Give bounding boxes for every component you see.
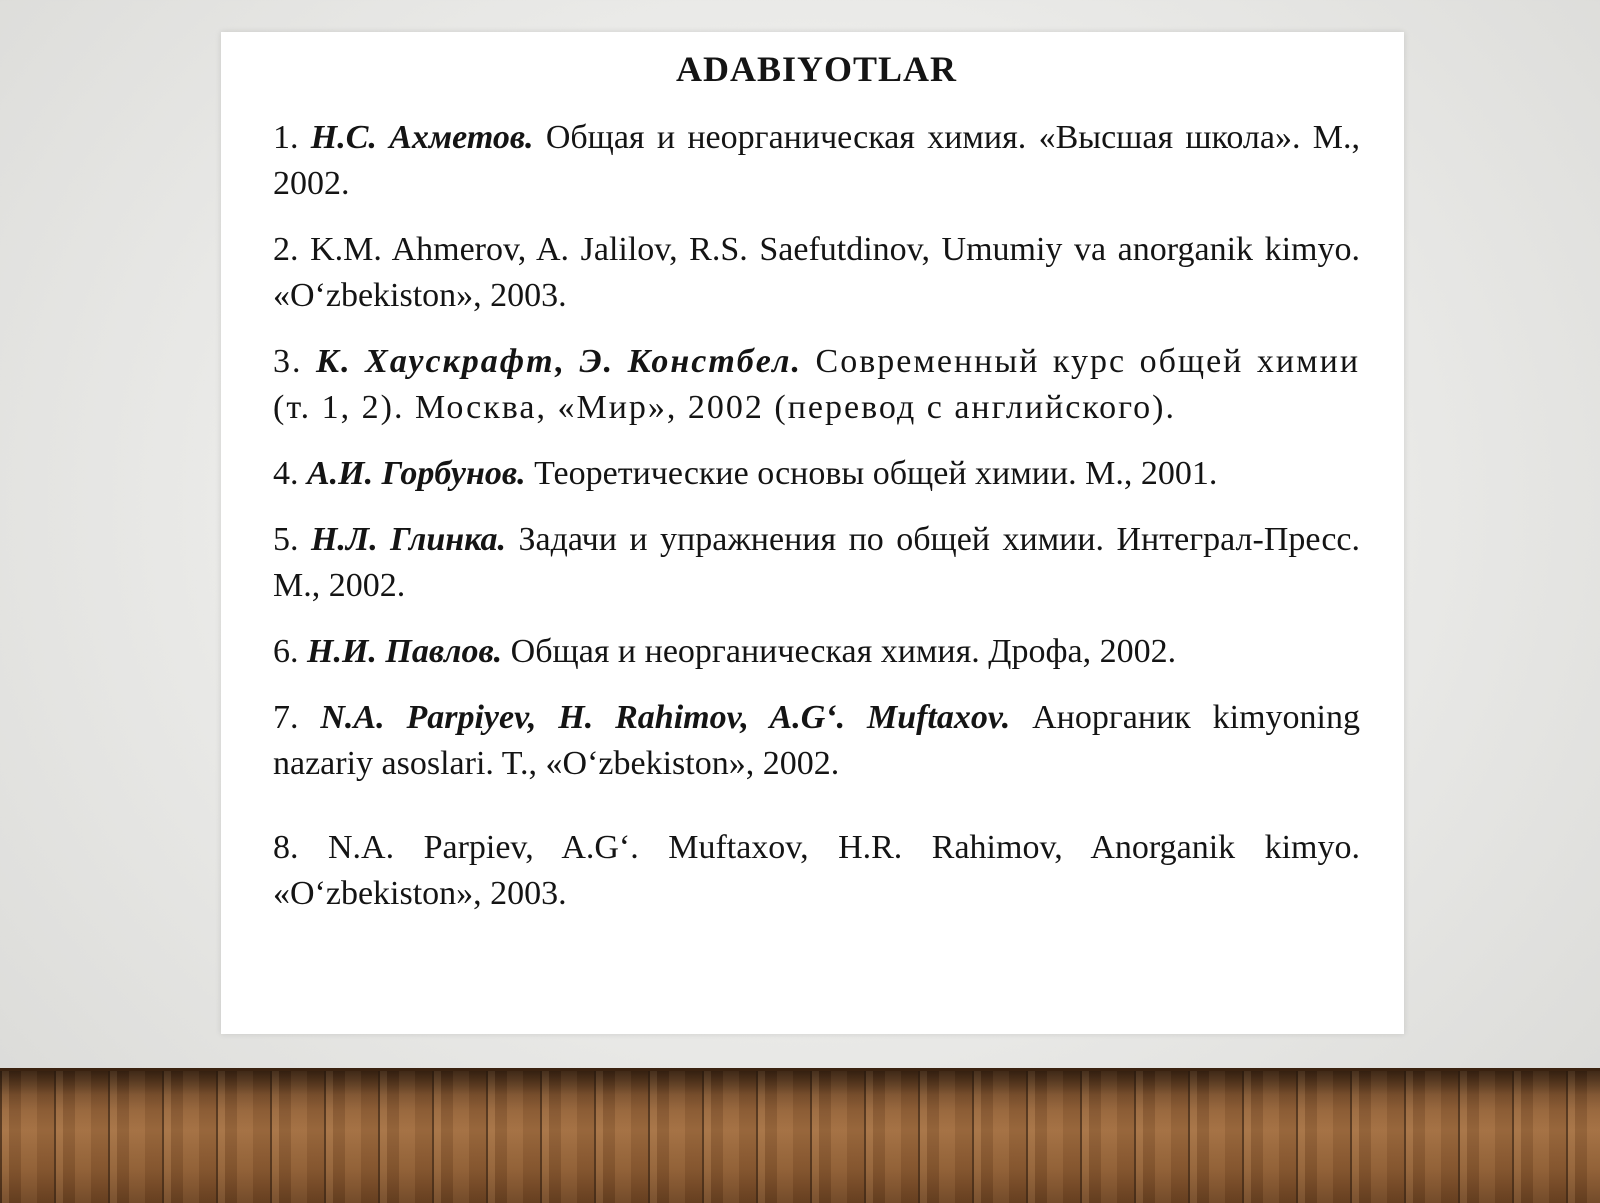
reference-text: Общая и неорганическая химия. Дрофа, 2002. <box>510 633 1177 671</box>
reference-text: Анорганик kimyoning nazariy asoslari. T., «O‘zbekiston», 2002. <box>273 699 1360 783</box>
reference-number: 7. <box>273 699 299 737</box>
reference-author: А.И. Горбунов. <box>307 455 526 493</box>
reference-page <box>221 32 1404 1034</box>
wooden-floor <box>0 1068 1600 1203</box>
reference-text: K.M. Ahmerov, A. Jalilov, R.S. Saefutdinov, Umumiy va anorganik kimyo. «O‘zbekiston», 2003. <box>273 231 1360 315</box>
reference-number: 4. <box>273 455 299 493</box>
reference-item-5 <box>273 517 1360 609</box>
reference-text: N.A. Parpiev, A.G‘. Muftaxov, H.R. Rahimov, Anorganik kimyo. «O‘zbekiston», 2003. <box>273 829 1361 913</box>
reference-number: 1. <box>273 119 299 157</box>
reference-author: Н.И. Павлов. <box>307 633 503 671</box>
reference-author: N.A. Parpiyev, H. Rahimov, A.G‘. Muftaxov. <box>320 699 1011 737</box>
reference-number: 8. <box>273 829 299 867</box>
reference-item-1 <box>273 115 1360 207</box>
reference-text: Теоретические основы общей химии. М., 2001. <box>534 455 1218 493</box>
reference-text: Современный курс общей химии (т. 1, 2). Москва, «Мир», 2002 (перевод с английского). <box>273 343 1361 427</box>
reference-item-4 <box>273 451 1360 497</box>
reference-list <box>273 115 1360 917</box>
reference-item-3 <box>273 339 1360 431</box>
reference-text: Общая и неорганическая химия. «Высшая школа». М., 2002. <box>273 119 1360 203</box>
reference-item-6 <box>273 629 1360 675</box>
reference-number: 3. <box>273 343 303 381</box>
reference-number: 5. <box>273 521 299 559</box>
reference-author: К. Хаускрафт, Э. Констбел. <box>316 343 802 381</box>
reference-number: 6. <box>273 633 299 671</box>
reference-number: 2. <box>273 231 299 269</box>
reference-item-2 <box>273 227 1360 319</box>
reference-author: Н.Л. Глинка. <box>310 521 507 559</box>
reference-item-8 <box>273 825 1360 917</box>
reference-item-7 <box>273 695 1360 787</box>
page-title: ADABIYOTLAR <box>675 49 958 89</box>
reference-author: Н.С. Ахметов. <box>310 119 534 157</box>
reference-text: Задачи и упражнения по общей химии. Интеграл-Пресс. М., 2002. <box>273 521 1360 605</box>
